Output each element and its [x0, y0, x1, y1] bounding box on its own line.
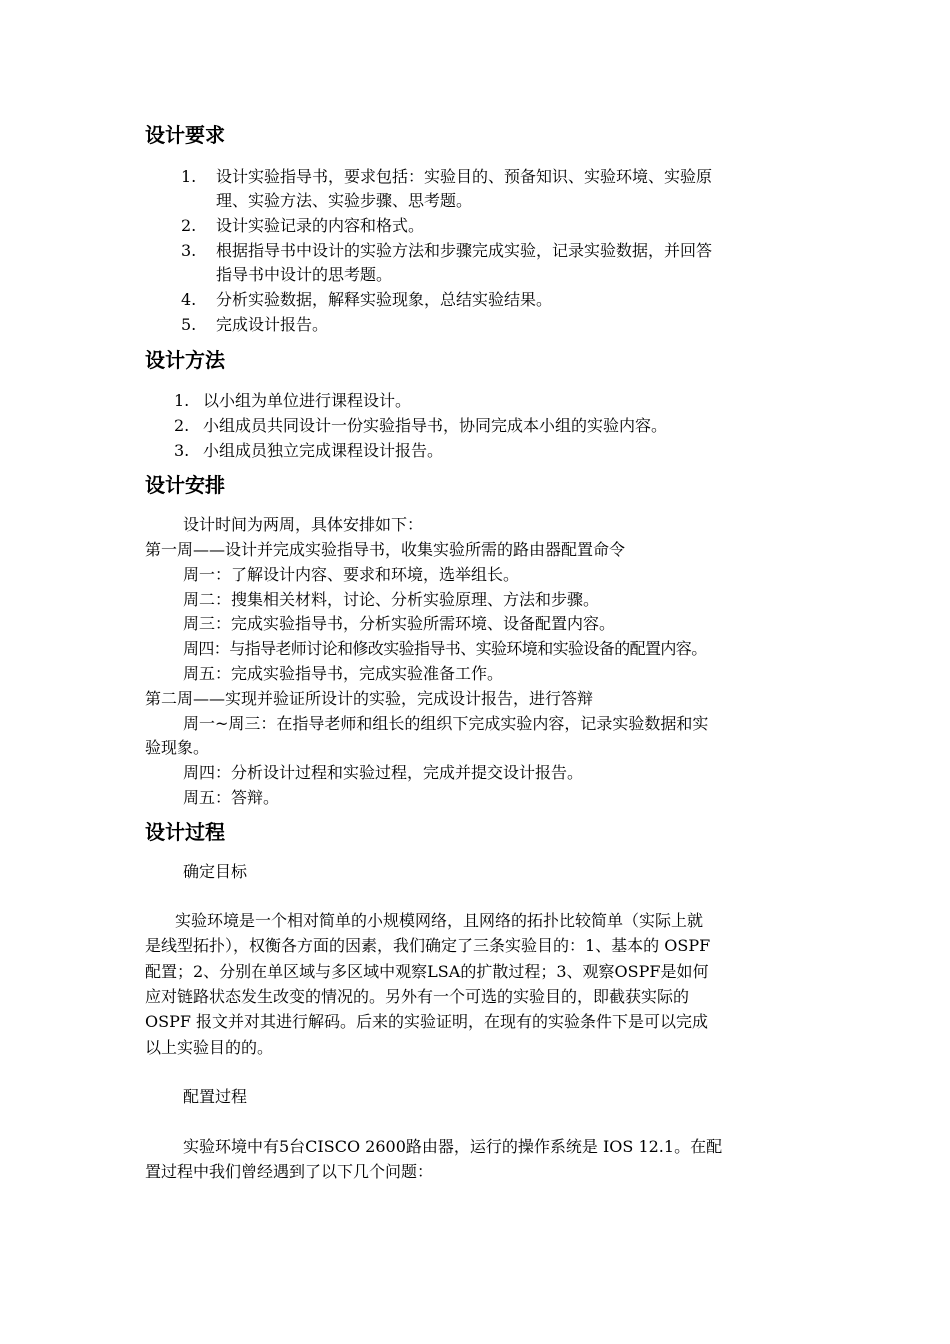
- paragraph-line: 实验环境中有5台CISCO 2600路由器，运行的操作系统是 IOS 12.1。在配: [183, 1137, 723, 1156]
- paragraph-line: 以上实验目的的。: [145, 1038, 274, 1057]
- list-number: 1.: [174, 391, 190, 410]
- list-item-text: 小组成员独立完成课程设计报告。: [203, 441, 444, 460]
- list-item-text: 根据指导书中设计的实验方法和步骤完成实验，记录实验数据，并回答: [216, 241, 713, 260]
- heading-process: 设计过程: [145, 820, 225, 844]
- list-number: 1.: [181, 167, 197, 186]
- subheading-config: 配置过程: [183, 1087, 248, 1106]
- subheading-goal: 确定目标: [183, 862, 248, 881]
- list-item-text: 指导书中设计的思考题。: [216, 265, 393, 284]
- week1-day: 周四：与指导老师讨论和修改实验指导书、实验环境和实验设备的配置内容。: [183, 639, 707, 658]
- list-item-text: 设计实验记录的内容和格式。: [216, 216, 425, 235]
- paragraph-line: OSPF 报文并对其进行解码。后来的实验证明，在现有的实验条件下是可以完成: [145, 1012, 709, 1031]
- paragraph-line: 配置；2、分别在单区域与多区域中观察LSA的扩散过程；3、观察OSPF是如何: [145, 962, 709, 981]
- list-item-text: 理、实验方法、实验步骤、思考题。: [216, 191, 473, 210]
- paragraph-line: 置过程中我们曾经遇到了以下几个问题：: [145, 1162, 434, 1181]
- week1-title: 第一周——设计并完成实验指导书，收集实验所需的路由器配置命令: [145, 540, 626, 559]
- paragraph-line: 是线型拓扑），权衡各方面的因素，我们确定了三条实验目的：1、基本的 OSPF: [145, 936, 711, 955]
- week2-day: 周四：分析设计过程和实验过程，完成并提交设计报告。: [183, 763, 584, 782]
- list-item-text: 以小组为单位进行课程设计。: [203, 391, 412, 410]
- list-number: 2.: [181, 216, 197, 235]
- schedule-intro: 设计时间为两周，具体安排如下：: [183, 515, 424, 534]
- heading-schedule: 设计安排: [145, 473, 225, 497]
- list-item-text: 小组成员共同设计一份实验指导书，协同完成本小组的实验内容。: [203, 416, 668, 435]
- list-number: 3.: [174, 441, 190, 460]
- list-number: 4.: [181, 290, 197, 309]
- week1-day: 周二：搜集相关材料，讨论、分析实验原理、方法和步骤。: [183, 590, 600, 609]
- list-number: 5.: [181, 315, 197, 334]
- week1-day: 周五：完成实验指导书，完成实验准备工作。: [183, 664, 504, 683]
- week1-day: 周一：了解设计内容、要求和环境，选举组长。: [183, 565, 520, 584]
- heading-requirements: 设计要求: [145, 123, 225, 147]
- week2-day: 周一~周三：在指导老师和组长的组织下完成实验内容，记录实验数据和实: [183, 714, 709, 733]
- list-item-text: 设计实验指导书，要求包括：实验目的、预备知识、实验环境、实验原: [216, 167, 713, 186]
- paragraph-line: 实验环境是一个相对简单的小规模网络，且网络的拓扑比较简单（实际上就: [175, 911, 704, 930]
- list-item-text: 完成设计报告。: [216, 315, 329, 334]
- list-item-text: 分析实验数据，解释实验现象，总结实验结果。: [216, 290, 553, 309]
- list-number: 3.: [181, 241, 197, 260]
- heading-method: 设计方法: [145, 348, 225, 372]
- list-number: 2.: [174, 416, 190, 435]
- week1-day: 周三：完成实验指导书，分析实验所需环境、设备配置内容。: [183, 614, 616, 633]
- week2-day: 周五：答辩。: [183, 788, 280, 807]
- week2-title: 第二周——实现并验证所设计的实验，完成设计报告，进行答辩: [145, 689, 594, 708]
- week2-day: 验现象。: [145, 738, 210, 757]
- paragraph-line: 应对链路状态发生改变的情况的。另外有一个可选的实验目的，即截获实际的: [145, 987, 690, 1006]
